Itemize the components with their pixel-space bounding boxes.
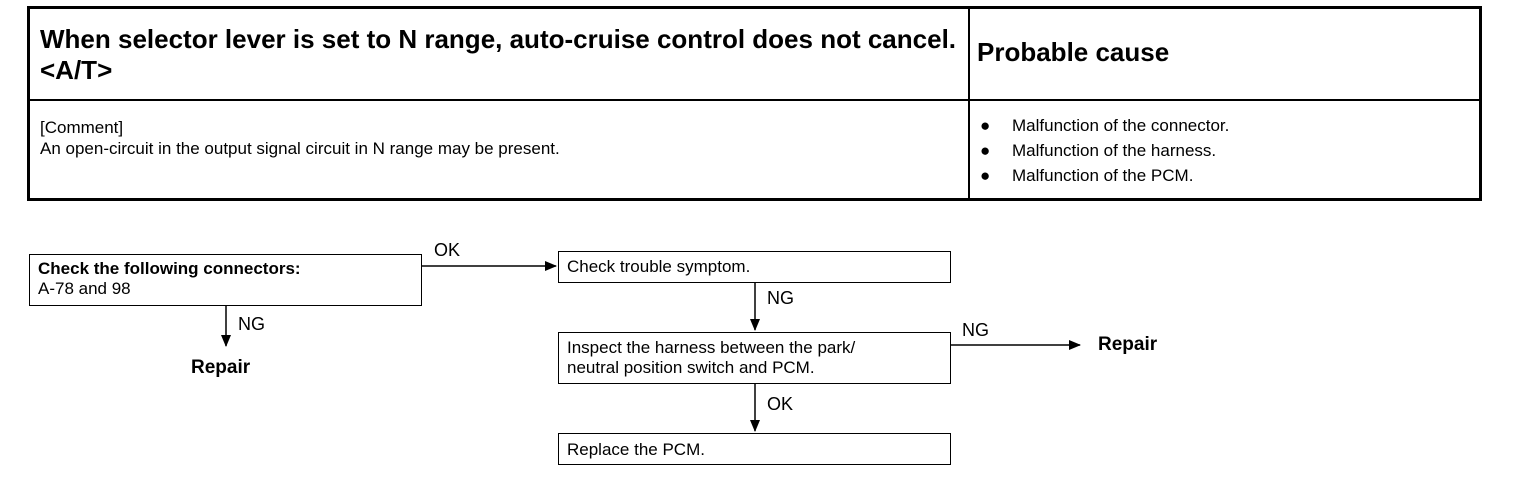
cause-item: ● Malfunction of the connector. (980, 113, 1479, 138)
bullet-icon: ● (980, 166, 991, 185)
label-ng-1: NG (238, 314, 265, 334)
check-connectors-title: Check the following connectors: (38, 259, 301, 278)
check-connectors-box (29, 254, 422, 306)
check-symptom-box: Check trouble symptom. (558, 251, 951, 283)
inspect-harness-line1: Inspect the harness between the park/ (567, 338, 856, 357)
label-ng-2: NG (767, 288, 794, 308)
inspect-harness-box (558, 332, 951, 384)
comment-text: An open-circuit in the output signal circuit in N range may be present. (40, 139, 560, 158)
cause-item: ● Malfunction of the harness. (980, 138, 1479, 163)
repair-text-2: Repair (1098, 334, 1158, 355)
comment-label: [Comment] (40, 118, 124, 137)
bullet-icon: ● (980, 116, 991, 135)
cause-item: ● Malfunction of the PCM. (980, 163, 1479, 188)
check-connectors-detail: A-78 and 98 (38, 279, 131, 298)
replace-pcm-box: Replace the PCM. (558, 433, 951, 465)
label-ng-3: NG (962, 320, 989, 340)
label-ok-1: OK (434, 240, 461, 260)
probable-cause-heading: Probable cause (970, 9, 1479, 101)
label-ok-2: OK (767, 394, 794, 414)
symptom-title: When selector lever is set to N range, auto-cruise control does not cancel. <A/T> (30, 9, 970, 101)
bullet-icon: ● (980, 141, 991, 160)
inspect-harness-line2: neutral position switch and PCM. (567, 358, 815, 377)
repair-text-1: Repair (191, 357, 251, 378)
